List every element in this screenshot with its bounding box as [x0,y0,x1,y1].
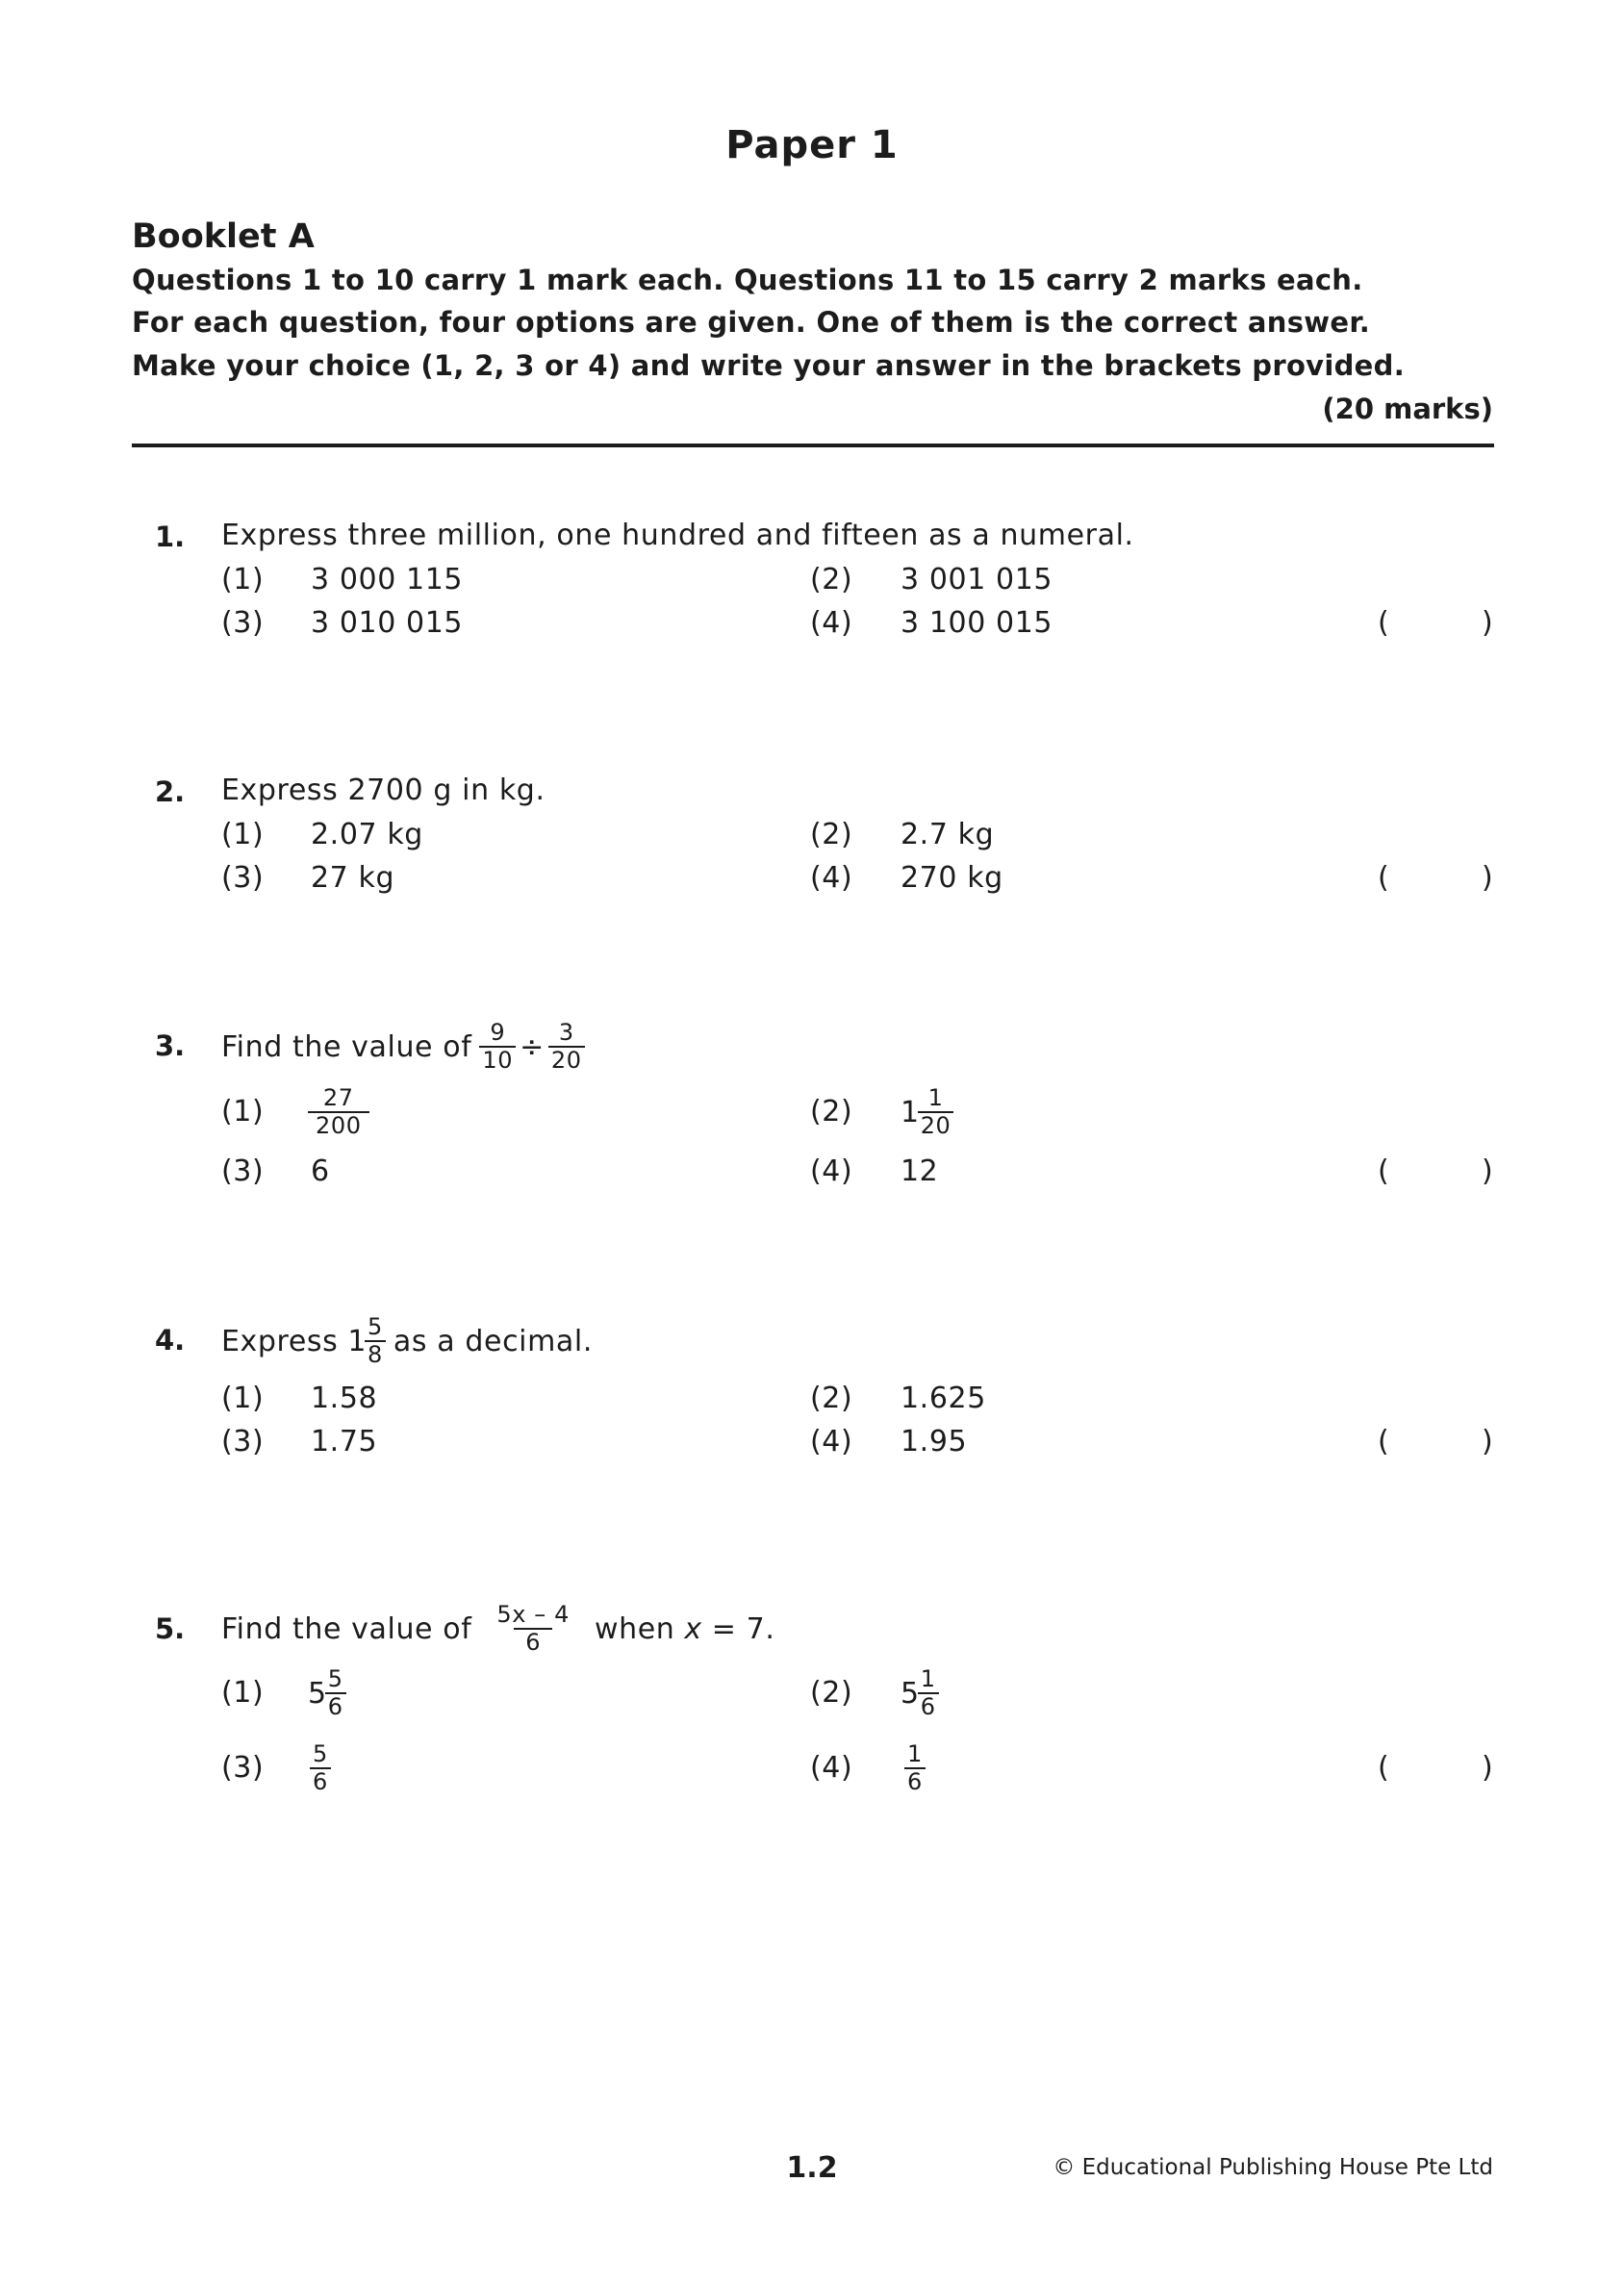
answer-bracket-close[interactable]: ) [1482,1154,1493,1188]
option-1-label: (1) [221,1382,265,1415]
option-2-label: (2) [810,1382,853,1415]
mixed-fraction: $\frac{5}{8}$ [365,1315,386,1367]
option-2-value: 5 $\frac{1}{6}$ [901,1664,943,1722]
instruction-line-1: Questions 1 to 10 carry 1 mark each. Questions 11 to 15 carry 2 marks each. [132,264,1363,296]
question-text [221,1018,589,1076]
question-text-prefix: Express [221,1324,339,1358]
page-title: Paper 1 [725,123,899,167]
option-4-label: (4) [810,861,853,895]
option-4-label: (4) [810,1425,853,1459]
option-4-value: 1.95 [901,1425,968,1459]
fraction: $\frac{5}{6}$ [310,1742,331,1794]
fraction: $\frac{5}{6}$ [325,1667,346,1719]
question-number: 2. [155,775,186,808]
total-marks: (20 marks) [1322,393,1493,425]
option-3-value [306,1739,335,1797]
instruction-line-3: Make your choice (1, 2, 3 or 4) and write your answer in the brackets provided. [132,349,1406,382]
header-divider [132,444,1494,447]
option-3-label: (3) [221,1154,265,1188]
option-4-value: 3 100 015 [901,606,1053,640]
option-2-value: 2.7 kg [901,818,995,851]
copyright-notice: © Educational Publishing House Pte Ltd [1053,2155,1493,2180]
option-4-value [901,1739,929,1797]
option-1-value: 3 000 115 [311,563,464,596]
option-4-label: (4) [810,1751,853,1785]
option-3-value: 27 kg [311,861,395,895]
question-number: 5. [155,1612,186,1645]
answer-bracket-close[interactable]: ) [1482,1751,1493,1785]
page-number: 1.2 [786,2151,838,2185]
answer-bracket-open[interactable]: ( [1378,1154,1389,1188]
fraction-dividend: $\frac{9}{10}$ [479,1021,516,1073]
option-2-label: (2) [810,1676,853,1710]
question-text-suffix: as a decimal. [393,1324,593,1358]
option-3-value: 1.75 [311,1425,378,1459]
option-2-label: (2) [810,818,853,851]
option-1-value: 5 $\frac{5}{6}$ [308,1664,350,1722]
option-3-label: (3) [221,1751,265,1785]
option-4-label: (4) [810,1154,853,1188]
variable-x: x [684,1611,702,1646]
answer-bracket-close[interactable]: ) [1482,861,1493,895]
instruction-line-2: For each question, four options are given. One of them is the correct answer. [132,306,1371,339]
question-number: 3. [155,1029,186,1062]
option-3-label: (3) [221,861,265,895]
option-2-label: (2) [810,563,853,596]
option-1-value: 2.07 kg [311,818,423,851]
question-number: 4. [155,1324,186,1357]
question-number: 1. [155,520,186,553]
option-1-label: (1) [221,1676,265,1710]
fraction: $\frac{27}{200}$ [308,1086,369,1138]
option-2-value: 1 $\frac{1}{20}$ [901,1083,957,1141]
fraction: $\frac{1}{6}$ [918,1667,939,1719]
question-text: Express 2700 g in kg. [221,774,546,807]
answer-bracket-open[interactable]: ( [1378,861,1389,895]
option-1-label: (1) [221,1095,265,1129]
option-1-label: (1) [221,563,265,596]
option-4-value: 270 kg [901,861,1003,895]
option-2-value: 3 001 015 [901,563,1053,596]
option-1-value: 1.58 [311,1382,378,1415]
option-3-value: 3 010 015 [311,606,464,640]
option-3-label: (3) [221,1425,265,1459]
algebraic-fraction: $\frac{5x - 4}{6}$ [496,1600,570,1656]
option-1-value [304,1083,373,1141]
option-2-label: (2) [810,1095,853,1129]
fraction: $\frac{1}{6}$ [904,1742,926,1794]
question-text-prefix: Find the value of [221,1611,472,1646]
answer-bracket-open[interactable]: ( [1378,1425,1389,1459]
fraction: $\frac{1}{20}$ [918,1086,954,1138]
option-2-value: 1.625 [901,1382,986,1415]
question-text: Express 1 $\frac{5}{8}$ as a decimal. [221,1312,593,1368]
answer-bracket-close[interactable]: ) [1482,606,1493,640]
question-text-prefix: Find the value of [221,1029,472,1064]
fraction-divisor: $\frac{3}{20}$ [548,1021,585,1073]
option-3-value: 6 [311,1154,330,1188]
booklet-heading: Booklet A [132,217,315,256]
question-text: Express three million, one hundred and fifteen as a numeral. [221,519,1134,552]
option-4-value: 12 [901,1154,939,1188]
option-1-label: (1) [221,818,265,851]
answer-bracket-open[interactable]: ( [1378,1751,1389,1785]
question-text-suffix: when [594,1611,675,1646]
option-4-label: (4) [810,606,853,640]
divide-sign: ÷ [520,1029,545,1064]
option-3-label: (3) [221,606,265,640]
answer-bracket-close[interactable]: ) [1482,1425,1493,1459]
answer-bracket-open[interactable]: ( [1378,606,1389,640]
question-text: Find the value of $\frac{5x - 4}{6}$ when x = 7. [221,1600,775,1656]
